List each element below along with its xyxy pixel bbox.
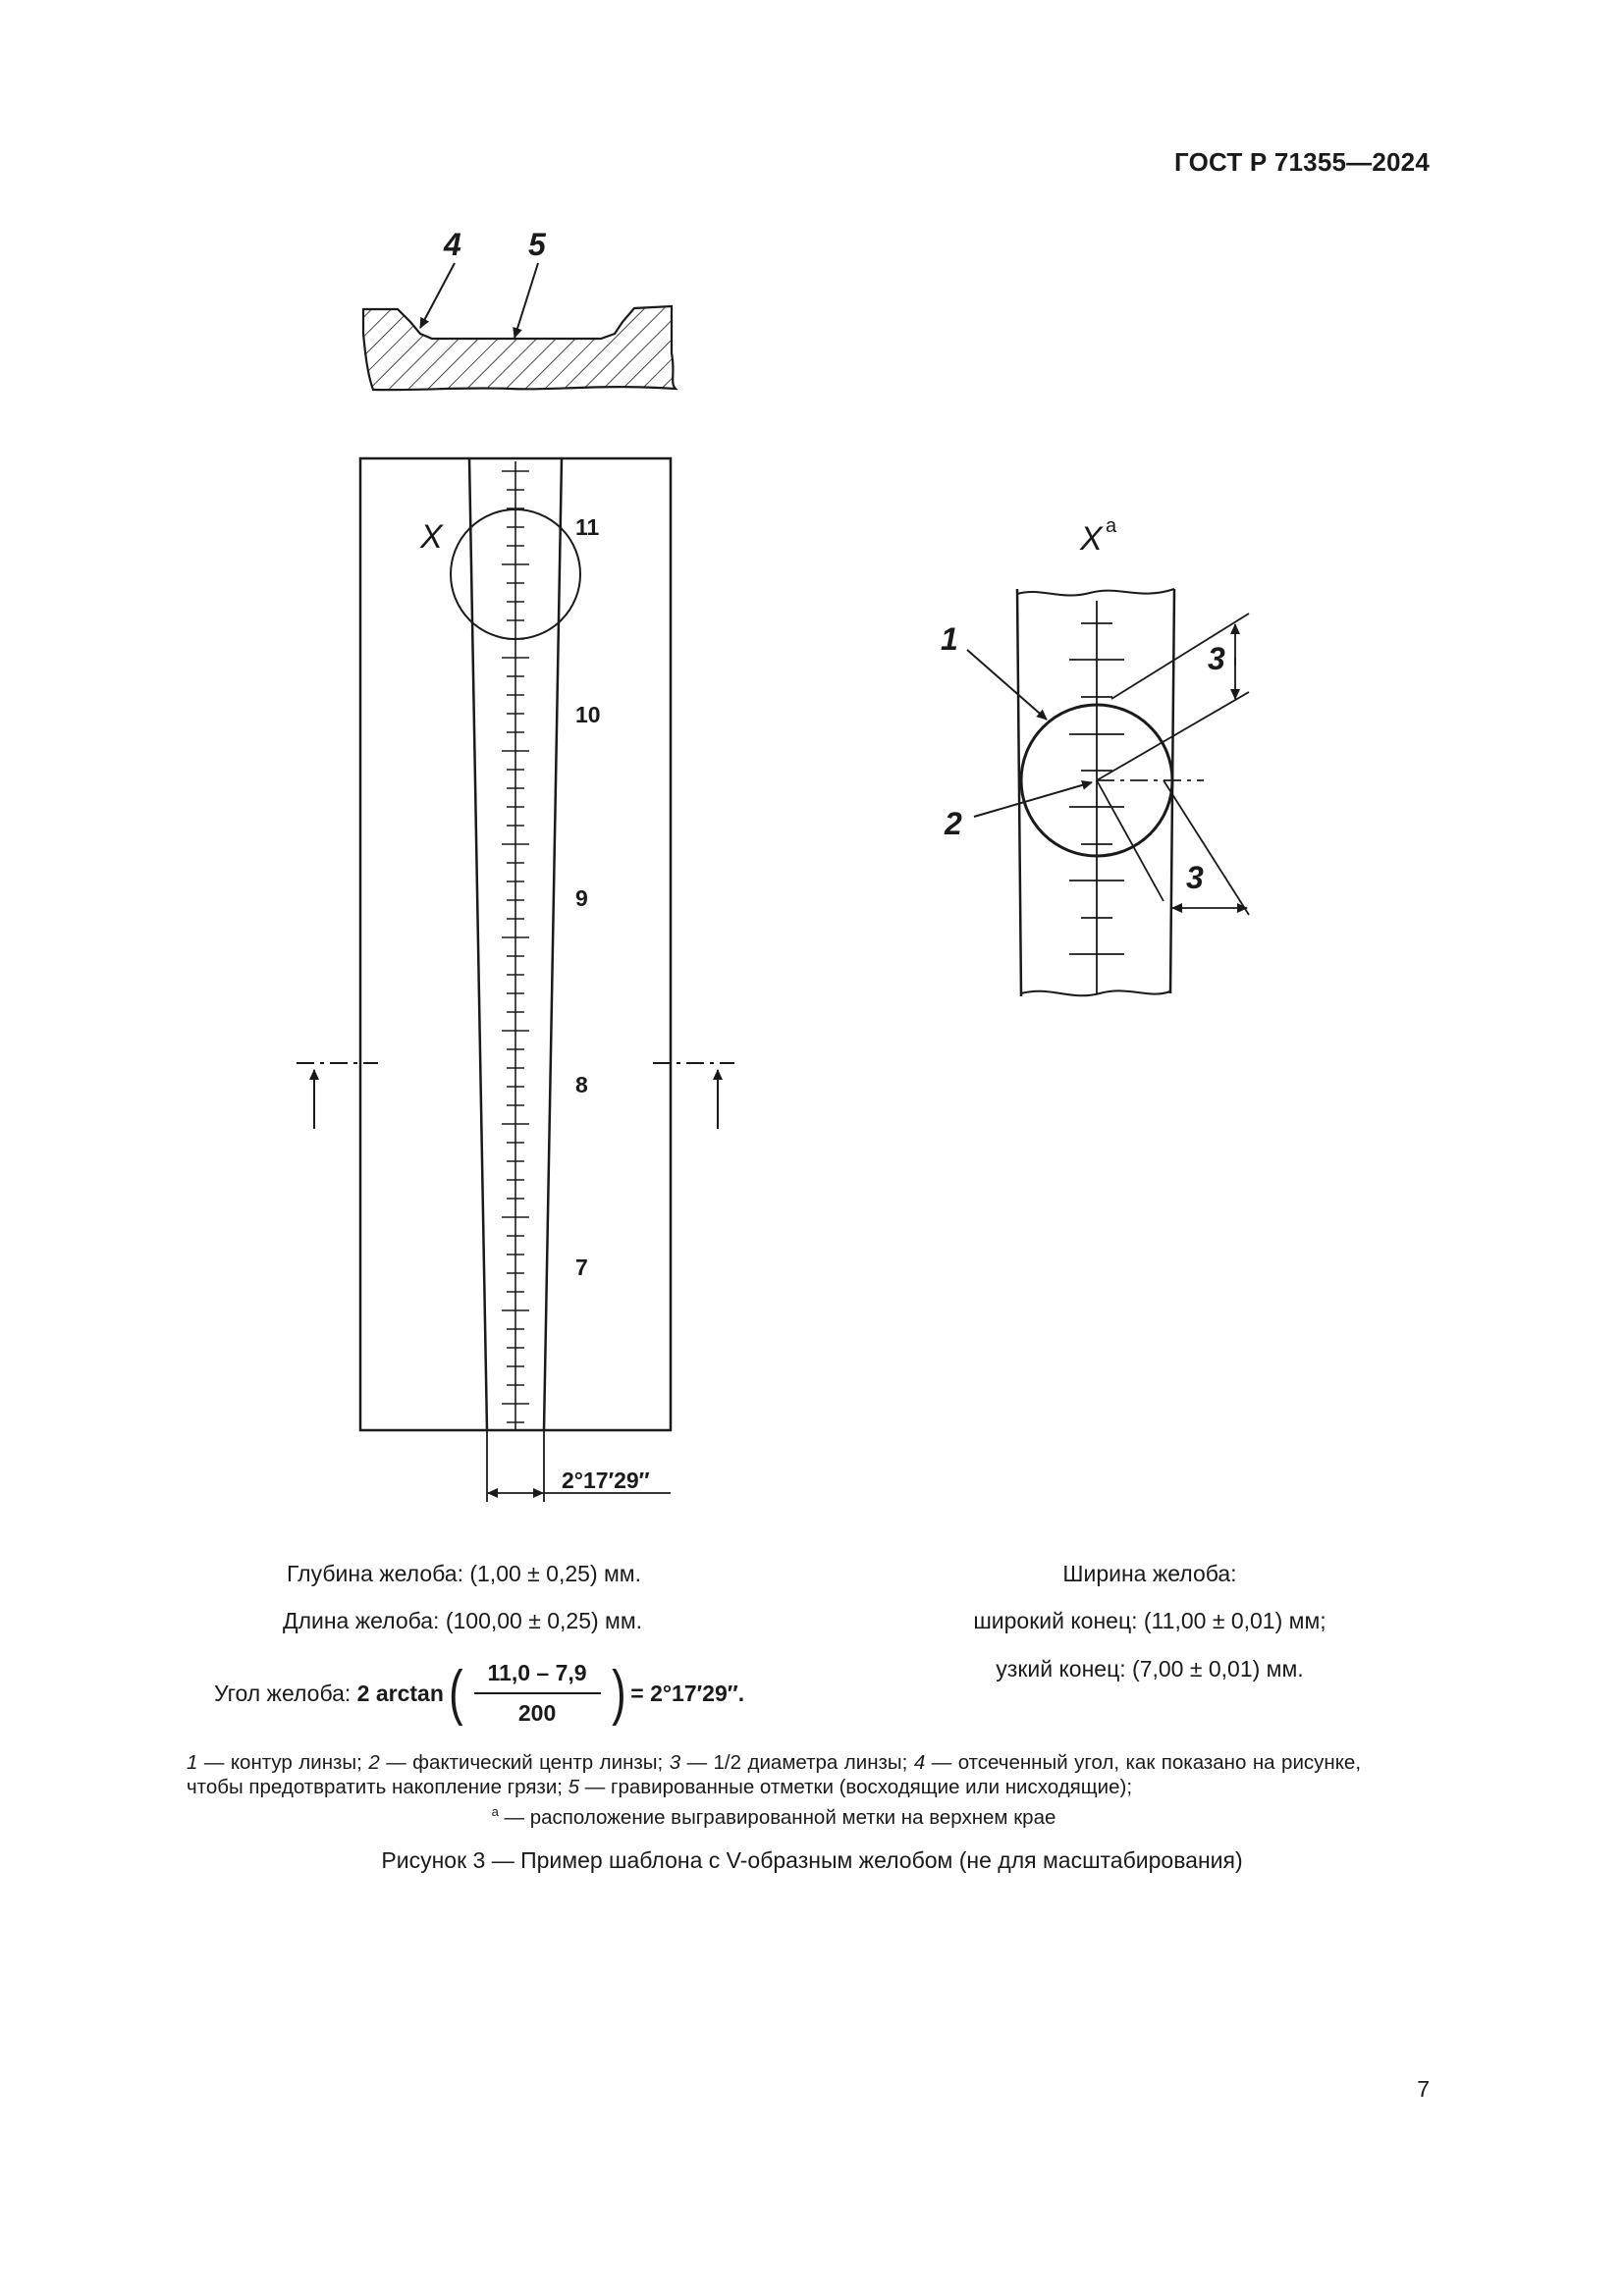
scale-number-9: 9: [575, 885, 588, 911]
legend-note-mark: a: [491, 1804, 499, 1819]
spec-width-wide: широкий конец: (11,00 ± 0,01) мм;: [973, 1608, 1326, 1633]
spec-width-narrow: узкий конец: (7,00 ± 0,01) мм.: [996, 1656, 1304, 1682]
cross-section-profile: [363, 306, 676, 390]
legend-text-2: — фактический центр линзы;: [379, 1751, 670, 1774]
spec-width-title: Ширина желоба:: [1062, 1561, 1237, 1586]
plate-view: [297, 458, 734, 1502]
detail-break-bottom: [1021, 990, 1170, 995]
scale-number-10: 10: [575, 702, 601, 727]
spec-length: Длина желоба: (100,00 ± 0,25) мм.: [283, 1608, 643, 1633]
standard-code: ГОСТ Р 71355—2024: [1174, 147, 1430, 177]
angle-denominator: 200: [517, 1700, 557, 1726]
spec-depth: Глубина желоба: (1,00 ± 0,25) мм.: [287, 1561, 642, 1586]
callout-3-bottom: 3: [1186, 860, 1204, 895]
detail-label: X: [420, 518, 443, 556]
legend-number-5: 5: [568, 1776, 580, 1798]
legend-number-4: 4: [913, 1751, 926, 1774]
scale-number-11: 11: [575, 514, 600, 540]
diagonal-line-top: [1111, 614, 1249, 699]
legend-text-1: — контур линзы;: [197, 1751, 369, 1774]
scale-number-8: 8: [575, 1072, 588, 1097]
legend-text-5: — гравированные отметки (восходящие или нисходящие);: [579, 1776, 1133, 1798]
legend-note: [187, 1799, 1361, 1830]
spec-angle-result: = 2°17′29″.: [630, 1680, 745, 1706]
leader-1: [967, 650, 1047, 720]
callout-4: 4: [444, 227, 461, 262]
spec-angle-function: 2 arctan: [356, 1680, 444, 1706]
page-number: 7: [1417, 2076, 1430, 2102]
right-paren: ): [611, 1659, 626, 1727]
legend-text-3: — 1/2 диаметра линзы;: [680, 1751, 914, 1774]
detail-break-top: [1017, 589, 1174, 596]
legend-number-1: 1: [187, 1751, 198, 1774]
legend-number-3: 3: [669, 1751, 681, 1774]
callout-3-top: 3: [1208, 641, 1225, 676]
diagonal-line-lower: [1097, 780, 1164, 901]
callout-1: 1: [941, 621, 958, 657]
cross-section-view: [363, 227, 676, 390]
figure-legend: [187, 1750, 1361, 1830]
leader-5: [514, 263, 538, 338]
detail-title-superscript: a: [1106, 515, 1117, 537]
left-paren: (: [448, 1659, 463, 1727]
groove-left-edge: [469, 458, 487, 1430]
diagonal-line-outer: [1164, 780, 1249, 915]
leader-4: [420, 263, 455, 328]
detail-title: X: [1080, 520, 1103, 558]
scale-number-7: 7: [575, 1255, 588, 1280]
legend-text-4: — отсеченный угол, как показано на рисунке, чтобы предотвратить накопление грязи;: [187, 1751, 1362, 1798]
legend-note-text: — расположение выгравированной метки на верхнем крае: [498, 1805, 1056, 1829]
callout-5: 5: [528, 227, 546, 262]
angle-numerator: 11,0 – 7,9: [474, 1660, 601, 1694]
detail-view: [941, 515, 1249, 996]
angle-label: 2°17′29″: [562, 1468, 650, 1493]
legend-number-2: 2: [368, 1751, 380, 1774]
spec-angle-prefix: Угол желоба:: [214, 1680, 352, 1706]
detail-groove-left: [1017, 589, 1021, 996]
groove-right-edge: [544, 458, 562, 1430]
leader-2: [974, 782, 1092, 817]
callout-2: 2: [945, 806, 962, 841]
figure-caption: Рисунок 3 — Пример шаблона с V-образным желобом (не для масштабирования): [381, 1847, 1243, 1873]
